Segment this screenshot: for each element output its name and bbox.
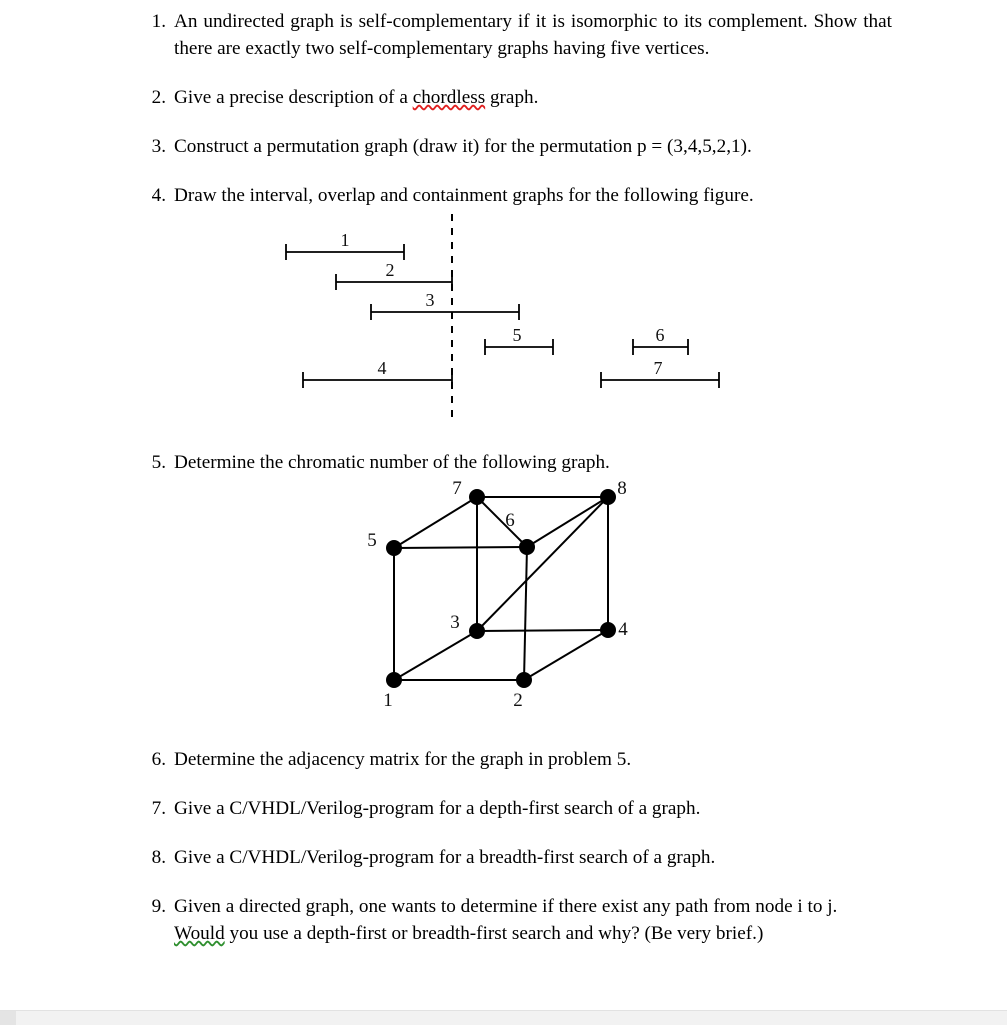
question-line: Show that there are exactly two self-complementary graphs having five vertices. <box>174 11 892 59</box>
question-item-8 <box>140 844 892 871</box>
question-line: An undirected graph is self-complementary if it is isomorphic to its complement. <box>174 11 808 32</box>
interval-label-1: 1 <box>340 230 350 250</box>
question-number-8: 8. <box>151 847 166 868</box>
interval-label-7: 7 <box>653 358 663 378</box>
interval-bar-7 <box>601 358 719 388</box>
interval-label-2: 2 <box>385 260 395 280</box>
graph-node-label-6: 6 <box>505 510 515 531</box>
question-text-5: Determine the chromatic number of the following graph. <box>174 452 610 473</box>
graph-node-label-5: 5 <box>367 530 377 551</box>
interval-bar-5 <box>485 325 553 355</box>
question-text-4: Draw the interval, overlap and containment graphs for the following figure. <box>174 185 754 206</box>
cube-graph-diagram <box>360 478 640 718</box>
misspelled-word: chordless <box>412 87 486 108</box>
graph-node-3 <box>469 623 485 639</box>
grammar-flagged-word: Would <box>174 923 225 944</box>
question-number-3: 3. <box>151 136 166 157</box>
question-item-7 <box>140 795 892 822</box>
interval-diagram <box>270 212 740 432</box>
question-number-5: 5. <box>151 452 166 473</box>
graph-node-5 <box>386 540 402 556</box>
question-number-1: 1. <box>151 11 166 32</box>
graph-node-6 <box>519 539 535 555</box>
question-number-6: 6. <box>151 749 166 770</box>
graph-node-2 <box>516 672 532 688</box>
graph-node-label-7: 7 <box>452 478 462 499</box>
question-number-4: 4. <box>151 185 166 206</box>
question-number-7: 7. <box>151 798 166 819</box>
graph-edge-3-1 <box>394 631 477 680</box>
interval-bar-1 <box>286 230 404 260</box>
graph-edge-4-2 <box>524 630 608 680</box>
graph-node-1 <box>386 672 402 688</box>
viewer-bottom-bar <box>0 1010 1007 1025</box>
question-text-9 <box>174 893 892 947</box>
graph-node-label-8: 8 <box>617 478 627 499</box>
graph-node-4 <box>600 622 616 638</box>
question-item-4 <box>140 182 892 209</box>
question-text-1 <box>174 8 892 62</box>
graph-edge-7-6 <box>477 497 527 547</box>
question-number-2: 2. <box>151 87 166 108</box>
question-text-6: Determine the adjacency matrix for the graph in problem 5. <box>174 749 632 770</box>
cube-graph-svg <box>360 478 640 718</box>
question-item-5 <box>140 449 892 476</box>
viewer-bottom-corner <box>0 1011 16 1025</box>
interval-label-5: 5 <box>512 325 522 345</box>
graph-edge-5-6 <box>394 547 527 548</box>
question-item-1 <box>140 8 892 62</box>
question-item-9 <box>140 893 892 947</box>
graph-node-label-4: 4 <box>618 619 628 640</box>
question-text-suffix: graph. <box>485 87 539 108</box>
interval-bar-3 <box>371 290 519 320</box>
graph-node-label-2: 2 <box>513 690 523 711</box>
question-text-7: Give a C/VHDL/Verilog-program for a depth-first search of a graph. <box>174 798 701 819</box>
interval-label-4: 4 <box>377 358 387 378</box>
question-number-9: 9. <box>151 896 166 917</box>
question-line: you use a depth-first or breadth-first search and why? (Be very brief.) <box>224 923 764 944</box>
interval-diagram-svg <box>270 212 740 432</box>
interval-bar-2 <box>336 260 452 290</box>
question-item-6 <box>140 746 892 773</box>
interval-bar-4 <box>303 358 452 388</box>
graph-edge-7-5 <box>394 497 477 548</box>
question-text-3: Construct a permutation graph (draw it) for the permutation p = (3,4,5,2,1). <box>174 136 752 157</box>
graph-node-7 <box>469 489 485 505</box>
interval-label-6: 6 <box>655 325 665 345</box>
interval-label-3: 3 <box>425 290 435 310</box>
question-item-3 <box>140 133 892 160</box>
graph-node-label-1: 1 <box>383 690 393 711</box>
graph-edge-3-4 <box>477 630 608 631</box>
question-text-8: Give a C/VHDL/Verilog-program for a breadth-first search of a graph. <box>174 847 716 868</box>
question-text-prefix: Give a precise description of a <box>174 87 413 108</box>
interval-bar-6 <box>633 325 688 355</box>
question-item-2 <box>140 84 892 111</box>
graph-edge-6-2 <box>524 547 527 680</box>
question-text-2 <box>174 84 892 111</box>
graph-node-label-3: 3 <box>450 612 460 633</box>
graph-node-8 <box>600 489 616 505</box>
question-line: Given a directed graph, one wants to determine if there exist any path from node i to j. <box>174 896 838 917</box>
